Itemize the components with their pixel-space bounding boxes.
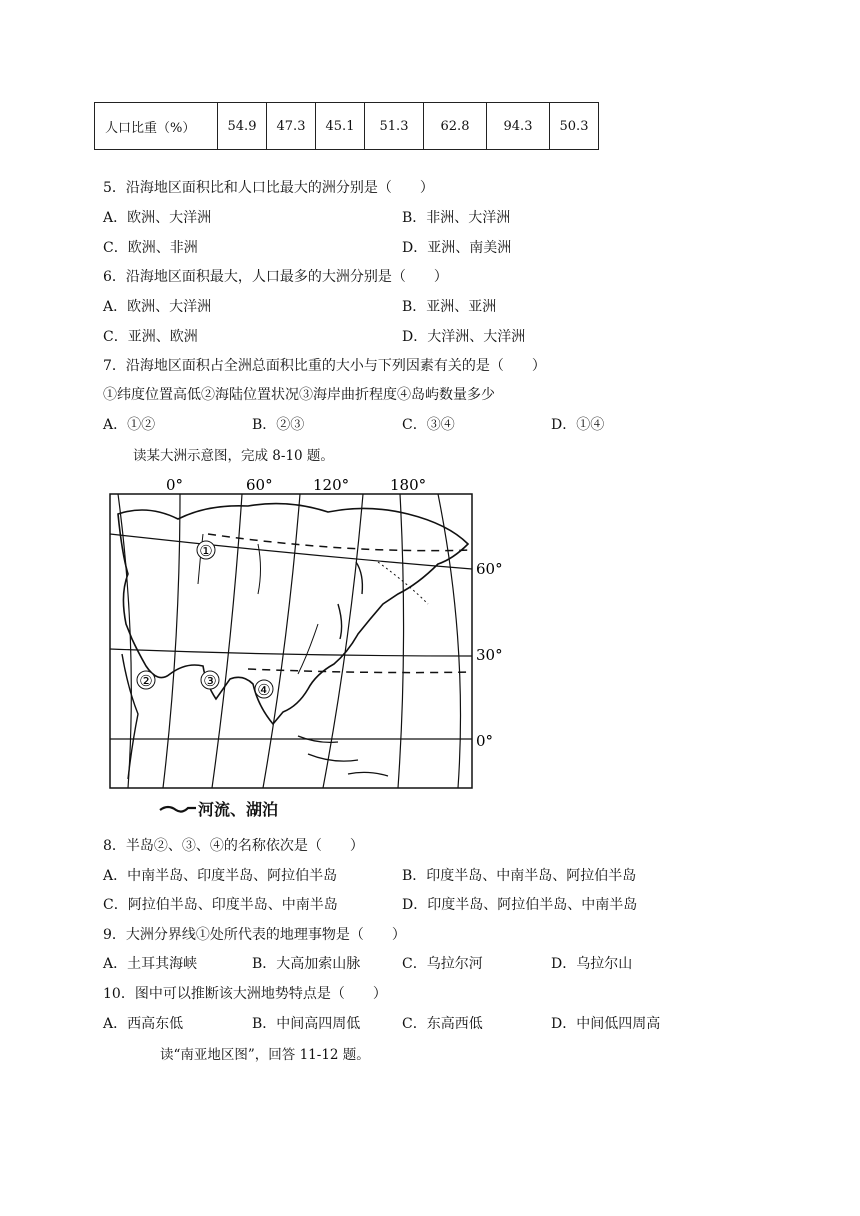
asia-continent-map — [108, 474, 508, 822]
table-cell: 45.1 — [316, 103, 365, 150]
table-cell: 54.9 — [218, 103, 267, 150]
question-7-factors: ①纬度位置高低②海陆位置状况③海岸曲折程度④岛屿数量多少 — [103, 387, 495, 403]
q6-option-c[interactable]: C．亚洲、欧洲 — [103, 329, 198, 345]
table-cell: 62.8 — [424, 103, 487, 150]
map-legend — [158, 797, 278, 820]
q10-option-c[interactable]: C．东高西低 — [402, 1016, 483, 1032]
q9-option-b[interactable]: B．大高加索山脉 — [252, 956, 361, 972]
lat-label: 0° — [476, 732, 494, 750]
marker-2 — [137, 671, 155, 690]
q7-option-d[interactable]: D．①④ — [551, 417, 605, 433]
q6-option-a[interactable]: A．欧洲、大洋洲 — [103, 299, 212, 315]
q10-option-b[interactable]: B．中间高四周低 — [252, 1016, 361, 1032]
lon-label: 0° — [166, 476, 184, 494]
population-ratio-table — [94, 102, 599, 150]
marker-1 — [197, 541, 215, 560]
lat-label: 30° — [476, 646, 503, 664]
table-row — [95, 103, 599, 150]
marker-label: ④ — [257, 681, 271, 699]
lon-label: 120° — [313, 476, 350, 494]
question-10-stem: 10．图中可以推断该大洲地势特点是（ ） — [103, 986, 387, 1002]
intro-11-12: 读“南亚地区图”，回答 11-12 题。 — [160, 1047, 370, 1063]
lon-label: 60° — [246, 476, 273, 494]
question-9-stem: 9．大洲分界线①处所代表的地理事物是（ ） — [103, 927, 406, 943]
marker-label: ① — [199, 542, 213, 560]
q7-option-c[interactable]: C．③④ — [402, 417, 455, 433]
q9-option-d[interactable]: D．乌拉尔山 — [551, 956, 633, 972]
table-cell: 50.3 — [550, 103, 599, 150]
marker-label: ③ — [203, 672, 217, 690]
river-legend-icon — [158, 802, 198, 816]
map-frame — [110, 494, 472, 788]
table-cell: 51.3 — [365, 103, 424, 150]
question-5-stem: 5．沿海地区面积比和人口比最大的洲分别是（ ） — [103, 180, 434, 196]
legend-label: 河流、湖泊 — [198, 800, 279, 819]
q8-option-c[interactable]: C．阿拉伯半岛、印度半岛、中南半岛 — [103, 897, 338, 913]
lon-label: 180° — [390, 476, 427, 494]
q5-option-b[interactable]: B．非洲、大洋洲 — [402, 210, 511, 226]
q8-option-d[interactable]: D．印度半岛、阿拉伯半岛、中南半岛 — [402, 897, 638, 913]
q9-option-c[interactable]: C．乌拉尔河 — [402, 956, 483, 972]
q5-option-a[interactable]: A．欧洲、大洋洲 — [103, 210, 212, 226]
q6-option-b[interactable]: B．亚洲、亚洲 — [402, 299, 497, 315]
q8-option-b[interactable]: B．印度半岛、中南半岛、阿拉伯半岛 — [402, 868, 637, 884]
q10-option-a[interactable]: A．西高东低 — [103, 1016, 184, 1032]
q5-option-d[interactable]: D．亚洲、南美洲 — [402, 240, 512, 256]
q7-option-b[interactable]: B．②③ — [252, 417, 305, 433]
marker-4 — [255, 680, 273, 699]
lat-label: 60° — [476, 560, 503, 578]
table-cell: 47.3 — [267, 103, 316, 150]
intro-8-10: 读某大洲示意图，完成 8-10 题。 — [133, 448, 334, 464]
q9-option-a[interactable]: A．土耳其海峡 — [103, 956, 198, 972]
q5-option-c[interactable]: C．欧洲、非洲 — [103, 240, 198, 256]
table-cell: 94.3 — [487, 103, 550, 150]
q7-option-a[interactable]: A．①② — [103, 417, 156, 433]
q10-option-d[interactable]: D．中间低四周高 — [551, 1016, 661, 1032]
marker-label: ② — [139, 672, 153, 690]
question-8-stem: 8．半岛②、③、④的名称依次是（ ） — [103, 838, 364, 854]
q8-option-a[interactable]: A．中南半岛、印度半岛、阿拉伯半岛 — [103, 868, 338, 884]
marker-3 — [201, 671, 219, 690]
question-6-stem: 6．沿海地区面积最大，人口最多的大洲分别是（ ） — [103, 269, 448, 285]
question-7-stem: 7．沿海地区面积占全洲总面积比重的大小与下列因素有关的是（ ） — [103, 358, 546, 374]
q6-option-d[interactable]: D．大洋洲、大洋洲 — [402, 329, 526, 345]
row-label: 人口比重（%） — [95, 103, 218, 150]
